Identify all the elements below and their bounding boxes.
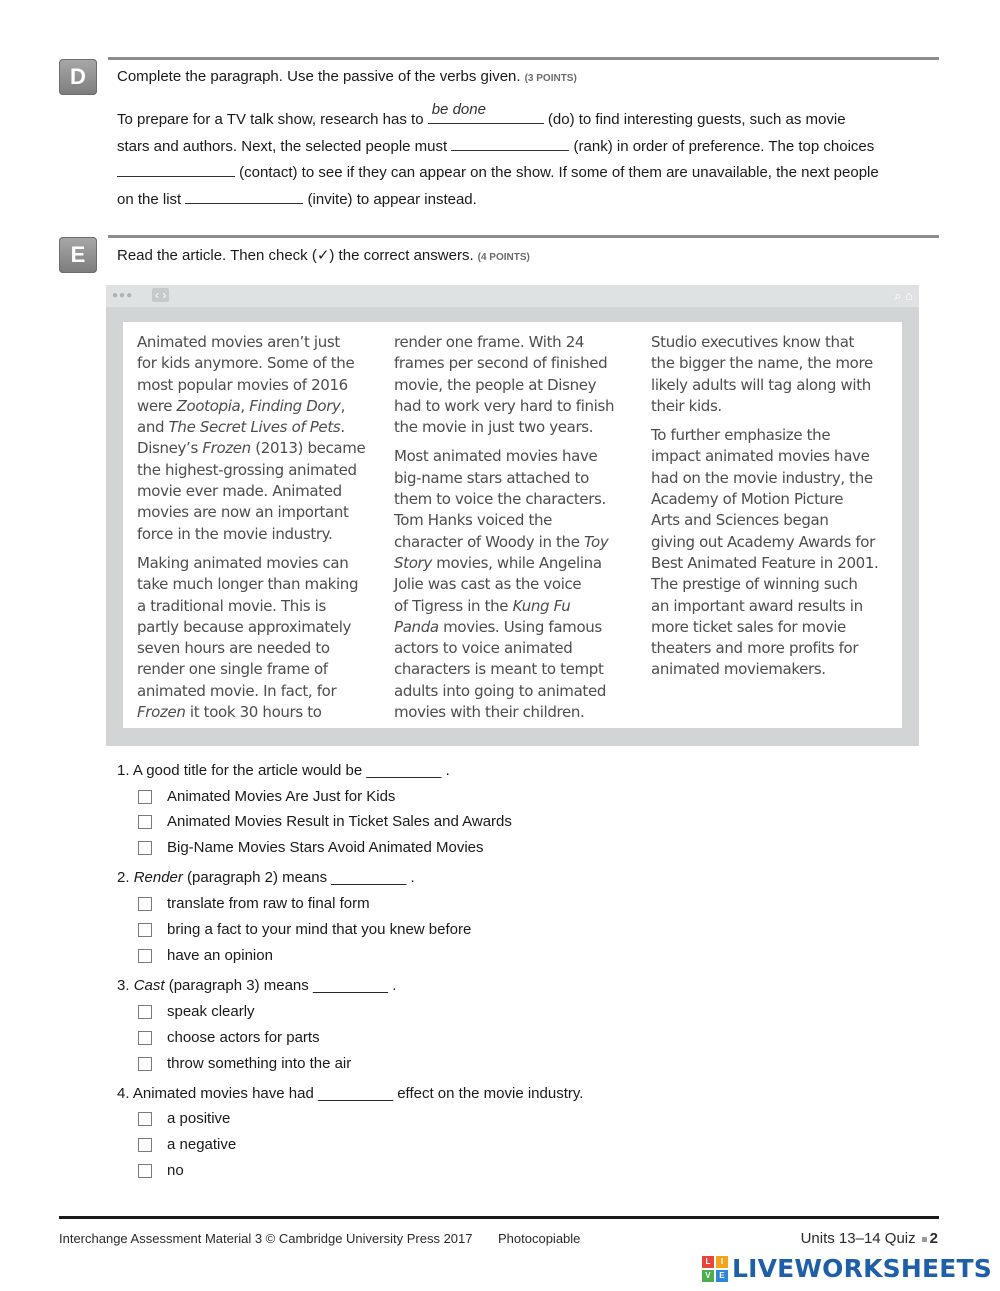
article-paragraph-2-cont (394, 332, 634, 438)
section-d-instruction-text: Complete the paragraph. Use the passive of the verbs given. (117, 68, 521, 85)
section-d-points: (3 POINTS) (524, 73, 577, 84)
checkbox[interactable] (138, 1112, 152, 1126)
article-line: giving out Academy Awards for (651, 532, 875, 551)
article-browser-frame (106, 285, 919, 746)
article-line: movies with their children. (394, 703, 585, 722)
article-line: movies are now an important (137, 503, 349, 522)
paragraph-text: stars and authors. Next, the selected people must (117, 137, 452, 155)
article-line: Academy of Motion Picture (651, 490, 844, 509)
question-keyword: Cast (133, 977, 165, 994)
article-line: Studio executives know that (651, 333, 855, 351)
paragraph-text: (rank) in order of preference. The top choices (569, 137, 875, 155)
article-line: Most animated movies have (394, 447, 598, 466)
section-e-points: (4 POINTS) (477, 252, 530, 263)
question-number: 2. (117, 869, 130, 886)
checkbox[interactable] (138, 1138, 152, 1152)
article-line: animated moviemakers. (651, 660, 826, 679)
question-text: A good title for the article would be (132, 762, 363, 779)
question-1 (117, 762, 450, 779)
article-line: of Tigress in the Kung Fu (394, 596, 571, 615)
option-2c[interactable] (138, 947, 273, 964)
blank-do[interactable] (428, 100, 544, 124)
article-line: them to voice the characters. (394, 490, 606, 509)
question-text: _________ . (362, 762, 450, 779)
question-text: Animated movies have had (132, 1085, 314, 1102)
logo-block: I (716, 1256, 728, 1268)
article-line: take much longer than making (137, 575, 359, 594)
browser-toolbar (106, 285, 919, 307)
logo-blocks-icon (702, 1256, 728, 1282)
option-4b[interactable] (138, 1136, 236, 1153)
logo-text: LIVEWORKSHEETS (731, 1254, 992, 1283)
paragraph-text: (invite) to appear instead. (303, 190, 477, 208)
option-label: Animated Movies Are Just for Kids (167, 788, 396, 805)
article-line: character of Woody in the Toy (394, 532, 609, 551)
section-e-instruction-text: Read the article. Then check (✓) the correct answers. (117, 247, 474, 264)
article-line: had on the movie industry, the (651, 468, 873, 487)
question-text: (paragraph 3) means _________ . (164, 977, 397, 994)
article-line: Jolie was cast as the voice (394, 575, 582, 594)
paragraph-line (117, 133, 939, 160)
article-line: frames per second of finished (394, 354, 608, 373)
footer-copyright: Interchange Assessment Material 3 © Cambridge University Press 2017 (59, 1231, 473, 1246)
article-line: Story movies, while Angelina (394, 553, 602, 572)
checkbox[interactable] (138, 841, 152, 855)
logo-block: V (702, 1270, 714, 1282)
checkbox[interactable] (138, 815, 152, 829)
option-label: choose actors for parts (167, 1029, 320, 1046)
article-line: actors to voice animated (394, 639, 573, 658)
article-line: render one single frame of (137, 660, 328, 679)
footer-photocopiable: Photocopiable (498, 1231, 581, 1246)
article-line: animated movie. In fact, for (137, 681, 337, 700)
article-paragraph-3 (394, 446, 634, 723)
checkbox[interactable] (138, 923, 152, 937)
checkbox[interactable] (138, 949, 152, 963)
option-3a[interactable] (138, 1003, 255, 1020)
section-d-paragraph (117, 100, 939, 212)
article-line: render one frame. With 24 (394, 333, 585, 351)
option-3b[interactable] (138, 1029, 320, 1046)
article-line: adults into going to animated (394, 681, 606, 700)
section-d-rule (108, 57, 939, 60)
question-number: 4. (117, 1085, 130, 1102)
option-label: have an opinion (167, 947, 273, 964)
section-e-rule (108, 235, 939, 238)
article-content (123, 322, 902, 728)
paragraph-line (117, 186, 939, 213)
article-line: Arts and Sciences began (651, 511, 829, 530)
article-line: movie, the people at Disney (394, 375, 597, 394)
blank-answer: be done (431, 100, 486, 118)
option-4a[interactable] (138, 1110, 230, 1127)
checkbox[interactable] (138, 897, 152, 911)
article-line: theaters and more profits for (651, 639, 859, 658)
article-line: an important award results in (651, 596, 863, 615)
checkbox[interactable] (138, 1031, 152, 1045)
article-line: had to work very hard to finish (394, 396, 615, 415)
liveworksheets-logo (702, 1254, 992, 1283)
option-2a[interactable] (138, 895, 370, 912)
option-label: Big-Name Movies Stars Avoid Animated Movies (167, 839, 484, 856)
article-line: most popular movies of 2016 (137, 375, 348, 394)
article-line: partly because approximately (137, 617, 352, 636)
option-label: speak clearly (167, 1003, 255, 1020)
article-line: Animated movies aren’t just (137, 333, 340, 351)
article-paragraph-4 (651, 425, 891, 681)
checkbox[interactable] (138, 790, 152, 804)
paragraph-text: (contact) to see if they can appear on the show. If some of them are unavailable, the next people (235, 164, 879, 181)
option-label: a positive (167, 1110, 231, 1127)
paragraph-text: (do) to find interesting guests, such as movie (543, 111, 846, 128)
option-3c[interactable] (138, 1055, 351, 1072)
back-forward-icon: ‹ › (152, 288, 169, 302)
question-keyword: Render (133, 869, 183, 886)
question-text: _________ effect on the movie industry. (313, 1085, 584, 1102)
article-line: their kids. (651, 396, 722, 415)
article-line: To further emphasize the (651, 426, 831, 445)
article-line: the movie in just two years. (394, 418, 594, 437)
question-text: (paragraph 2) means _________ . (182, 869, 415, 886)
option-1a[interactable] (138, 788, 395, 805)
article-line: the highest-grossing animated (137, 460, 357, 479)
option-label: throw something into the air (167, 1055, 352, 1072)
option-4c[interactable] (138, 1162, 184, 1179)
option-label: Animated Movies Result in Ticket Sales and Awards (167, 813, 512, 830)
article-line: Best Animated Feature in 2001. (651, 553, 879, 572)
blank-rank[interactable] (451, 133, 569, 151)
question-4 (117, 1085, 583, 1102)
article-line: the bigger the name, the more (651, 354, 873, 373)
option-label: a negative (167, 1136, 237, 1153)
logo-block: L (702, 1256, 714, 1268)
article-line: Panda movies. Using famous (394, 617, 602, 636)
footer-quiz-label (801, 1230, 938, 1247)
section-d-instruction (117, 68, 577, 85)
blank-invite[interactable] (185, 186, 303, 204)
article-column-3 (651, 332, 891, 689)
article-line: likely adults will tag along with (651, 375, 871, 394)
article-line: more ticket sales for movie (651, 617, 846, 636)
article-line: for kids anymore. Some of the (137, 354, 355, 373)
article-line: were Zootopia, Finding Dory, (137, 396, 345, 415)
option-1c[interactable] (138, 839, 484, 856)
window-dots-icon: ●●● (112, 290, 134, 301)
question-number: 1. (117, 762, 130, 779)
option-1b[interactable] (138, 813, 512, 830)
article-line: The prestige of winning such (651, 575, 858, 594)
question-2 (117, 869, 415, 886)
article-line: big-name stars attached to (394, 468, 589, 487)
article-column-1 (137, 332, 377, 731)
checkbox[interactable] (138, 1057, 152, 1071)
logo-block: E (716, 1270, 728, 1282)
article-line: characters is meant to tempt (394, 660, 604, 679)
option-label: translate from raw to final form (167, 895, 370, 912)
paragraph-line (117, 100, 939, 133)
article-line: Making animated movies can (137, 553, 349, 572)
checkbox[interactable] (138, 1005, 152, 1019)
question-number: 3. (117, 977, 130, 994)
search-home-icon: ⌕ ⌂ (894, 288, 913, 303)
article-paragraph-1 (137, 332, 377, 545)
separator-square-icon (922, 1237, 927, 1242)
article-line: force in the movie industry. (137, 524, 333, 543)
article-column-2 (394, 332, 634, 731)
footer-rule (59, 1216, 939, 1219)
article-line: impact animated movies have (651, 447, 870, 466)
article-line: Frozen it took 30 hours to (137, 703, 322, 722)
article-line: Tom Hanks voiced the (394, 511, 553, 530)
page-number: 2 (929, 1230, 938, 1247)
section-d-badge: D (59, 59, 97, 95)
article-line: and The Secret Lives of Pets. (137, 418, 345, 437)
article-line: movie ever made. Animated (137, 482, 342, 501)
section-e-badge: E (59, 237, 97, 273)
question-3 (117, 977, 396, 994)
checkbox[interactable] (138, 1164, 152, 1178)
option-label: bring a fact to your mind that you knew before (167, 921, 472, 938)
paragraph-text: on the list (117, 190, 186, 208)
blank-contact[interactable] (117, 159, 235, 177)
option-2b[interactable] (138, 921, 471, 938)
paragraph-line (117, 159, 939, 186)
option-label: no (167, 1162, 184, 1179)
article-line: seven hours are needed to (137, 639, 330, 658)
article-line: a traditional movie. This is (137, 596, 326, 615)
quiz-title: Units 13–14 Quiz (800, 1230, 916, 1247)
section-e-instruction (117, 246, 530, 264)
article-paragraph-2 (137, 553, 377, 723)
paragraph-text: To prepare for a TV talk show, research has to (117, 111, 428, 128)
article-line: Disney’s Frozen (2013) became (137, 439, 366, 458)
article-paragraph-3-cont (651, 332, 891, 417)
